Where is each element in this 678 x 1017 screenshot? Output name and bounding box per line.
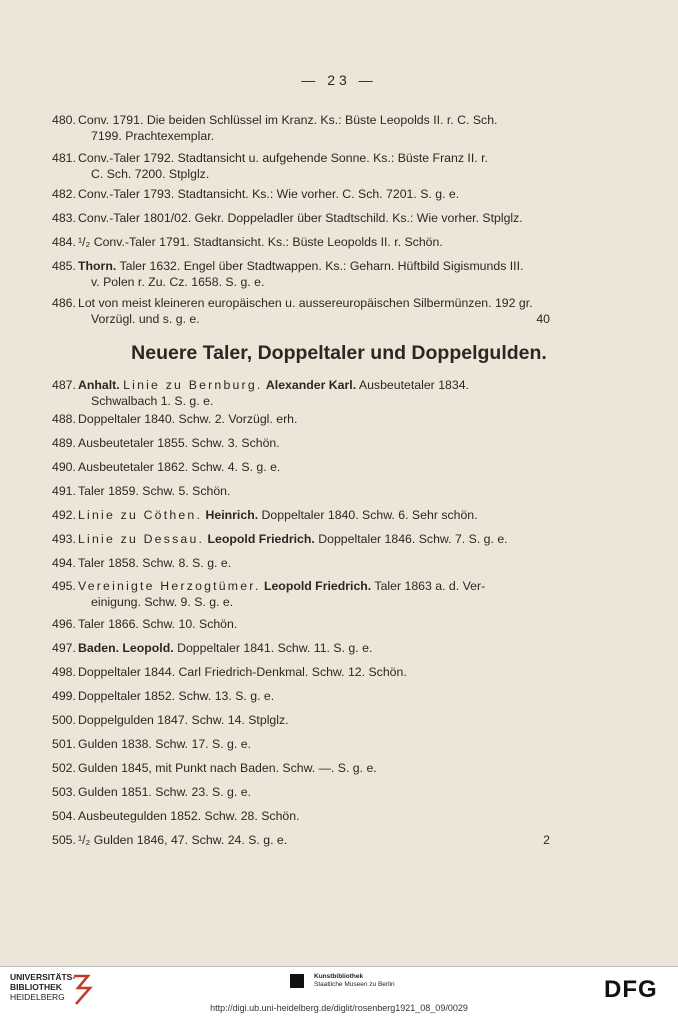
entry-number: 492. [52, 508, 76, 522]
entry-number: 484. [52, 235, 76, 249]
dfg-logo[interactable]: DFG [604, 976, 658, 1003]
entry-ruler: Leopold Friedrich. [263, 579, 372, 593]
catalog-entry [52, 507, 558, 523]
entry-number: 497. [52, 641, 76, 655]
entry-number: 500. [52, 713, 76, 727]
catalog-entry [52, 459, 558, 475]
uni-line-3: HEIDELBERG [10, 992, 65, 1002]
entry-description: Ausbeutetaler 1862. Schw. 4. S. g. e. [78, 460, 281, 474]
catalog-entry [52, 210, 558, 226]
catalog-entry [52, 578, 558, 610]
section-heading: Neuere Taler, Doppeltaler und Doppelgulden. [131, 342, 547, 364]
entry-number: 504. [52, 809, 76, 823]
entry-description: Doppeltaler 1852. Schw. 13. S. g. e. [78, 689, 275, 703]
entry-region: Baden. [78, 641, 119, 655]
catalog-entry [52, 258, 558, 290]
kb-subtitle: Staatliche Museen zu Berlin [314, 981, 395, 988]
catalog-entry [52, 555, 558, 571]
catalog-entry [52, 377, 558, 409]
entry-number: 483. [52, 211, 76, 225]
entry-description: Doppeltaler 1840. Schw. 6. Sehr schön. [261, 508, 478, 522]
catalog-entry [52, 531, 558, 547]
entry-description: Taler 1863 a. d. Ver- [374, 579, 486, 593]
catalog-entry [52, 483, 558, 499]
catalog-entry [52, 112, 558, 144]
entry-description: Doppeltaler 1841. Schw. 11. S. g. e. [177, 641, 373, 655]
entry-number: 501. [52, 737, 76, 751]
entry-price: 40 [536, 312, 550, 326]
entry-continuation: einigung. Schw. 9. S. g. e. [91, 595, 234, 609]
catalog-entry [52, 150, 558, 182]
catalog-entry [52, 640, 558, 656]
kunstbibliothek-logo-icon [290, 974, 304, 988]
entry-description: Conv.-Taler 1793. Stadtansicht. Ks.: Wie vorher. C. Sch. 7201. S. g. e. [78, 187, 460, 201]
catalog-entry [52, 435, 558, 451]
catalog-entry [52, 234, 558, 250]
entry-number: 482. [52, 187, 76, 201]
uni-line-2: BIBLIOTHEK [10, 982, 62, 992]
entry-description: Lot von meist kleineren europäischen u. aussereuropäischen Silbermünzen. 192 gr. [78, 296, 533, 310]
entry-ruler: Alexander Karl. [265, 378, 357, 392]
catalog-entry [52, 186, 558, 202]
entry-number: 499. [52, 689, 76, 703]
entry-description: Ausbeutegulden 1852. Schw. 28. Schön. [78, 809, 300, 823]
entry-price: 2 [543, 833, 550, 847]
uni-line-1: UNIVERSITÄTS- [10, 972, 76, 982]
entry-number: 503. [52, 785, 76, 799]
entry-number: 489. [52, 436, 76, 450]
entry-number: 493. [52, 532, 76, 546]
entry-description: Taler 1866. Schw. 10. Schön. [78, 617, 238, 631]
entry-description: Taler 1858. Schw. 8. S. g. e. [78, 556, 232, 570]
entry-number: 491. [52, 484, 76, 498]
entry-continuation: Vorzügl. und s. g. e. [91, 312, 200, 326]
entry-continuation: C. Sch. 7200. Stplglz. [91, 167, 210, 181]
source-url-link[interactable]: http://digi.ub.uni-heidelberg.de/diglit/rosenberg1921_08_09/0029 [210, 1003, 468, 1013]
catalog-entry [52, 808, 558, 824]
entry-description: Doppeltaler 1846. Schw. 7. S. g. e. [318, 532, 508, 546]
entry-number: 505. [52, 833, 76, 847]
entry-description: Doppelgulden 1847. Schw. 14. Stplglz. [78, 713, 289, 727]
entry-number: 487. [52, 378, 76, 392]
entry-number: 495. [52, 579, 76, 593]
entry-continuation: 7199. Prachtexemplar. [91, 129, 215, 143]
entry-ruler: Heinrich. [205, 508, 259, 522]
entry-number: 488. [52, 412, 76, 426]
entry-number: 480. [52, 113, 76, 127]
entry-number: 490. [52, 460, 76, 474]
entry-line: Vereinigte Herzogtümer. [78, 579, 261, 593]
entry-number: 498. [52, 665, 76, 679]
uni-heidelberg-logo-text[interactable] [10, 972, 75, 1002]
entry-number: 502. [52, 761, 76, 775]
entry-ruler: Leopold. [122, 641, 174, 655]
entry-region: Anhalt. [78, 378, 120, 392]
kb-title: Kunstbibliothek [314, 973, 364, 980]
entry-number: 481. [52, 151, 76, 165]
kunstbibliothek-credit[interactable] [314, 973, 395, 989]
catalog-entry [52, 411, 558, 427]
catalog-entry [52, 784, 558, 800]
entry-description: Conv. 1791. Die beiden Schlüssel im Kranz. Ks.: Büste Leopolds II. r. C. Sch. [78, 113, 498, 127]
entry-number: 496. [52, 617, 76, 631]
catalog-entry [52, 832, 558, 848]
entry-description: ¹/₂ Conv.-Taler 1791. Stadtansicht. Ks.: Büste Leopolds II. r. Schön. [78, 235, 443, 249]
catalog-entry [52, 760, 558, 776]
entry-description: Gulden 1838. Schw. 17. S. g. e. [78, 737, 251, 751]
entry-ruler: Leopold Friedrich. [207, 532, 315, 546]
entry-description: Taler 1632. Engel über Stadtwappen. Ks.: Geharn. Hüftbild Sigismunds III. [119, 259, 524, 273]
catalog-entry [52, 712, 558, 728]
entry-description: Ausbeutetaler 1834. [358, 378, 469, 392]
catalog-entry [52, 295, 558, 327]
catalog-entry [52, 736, 558, 752]
catalog-entry [52, 688, 558, 704]
entry-line: Linie zu Cöthen. [78, 508, 203, 522]
entry-continuation: v. Polen r. Zu. Cz. 1658. S. g. e. [91, 275, 265, 289]
entry-description: Doppeltaler 1840. Schw. 2. Vorzügl. erh. [78, 412, 298, 426]
entry-description: ¹/₂ Gulden 1846, 47. Schw. 24. S. g. e. [78, 833, 288, 847]
entry-description: Gulden 1845, mit Punkt nach Baden. Schw. —. S. g. e. [78, 761, 377, 775]
entry-description: Ausbeutetaler 1855. Schw. 3. Schön. [78, 436, 280, 450]
entry-description: Gulden 1851. Schw. 23. S. g. e. [78, 785, 251, 799]
entry-line: Linie zu Bernburg. [123, 378, 263, 392]
entry-description: Taler 1859. Schw. 5. Schön. [78, 484, 231, 498]
entry-number: 485. [52, 259, 76, 273]
entry-continuation: Schwalbach 1. S. g. e. [91, 394, 214, 408]
catalog-entry [52, 616, 558, 632]
entry-description: Doppeltaler 1844. Carl Friedrich-Denkmal. Schw. 12. Schön. [78, 665, 407, 679]
entry-line: Linie zu Dessau. [78, 532, 205, 546]
entry-number: 486. [52, 296, 76, 310]
entry-description: Conv.-Taler 1801/02. Gekr. Doppeladler über Stadtschild. Ks.: Wie vorher. Stplglz. [78, 211, 523, 225]
entry-description: Conv.-Taler 1792. Stadtansicht u. aufgehende Sonne. Ks.: Büste Franz II. r. [78, 151, 488, 165]
catalog-entry [52, 664, 558, 680]
page-number: — 23 — [301, 72, 377, 88]
entry-region: Thorn. [78, 259, 117, 273]
entry-number: 494. [52, 556, 76, 570]
